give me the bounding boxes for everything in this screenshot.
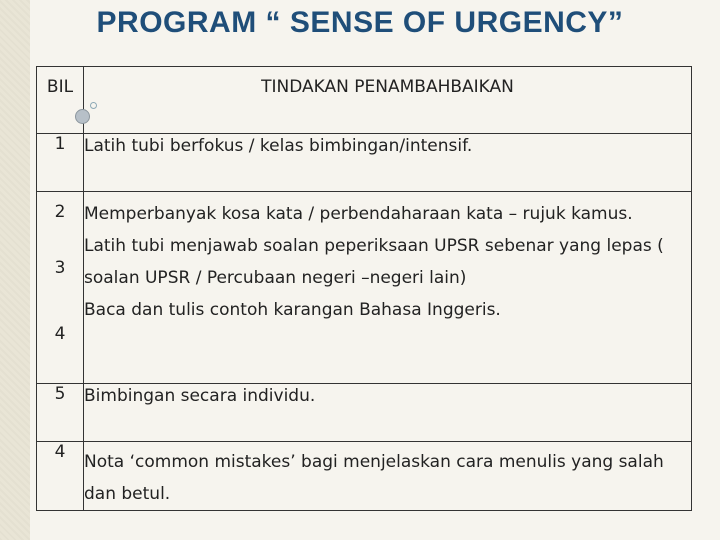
header-bil: BIL	[37, 67, 84, 134]
row-number: 4	[54, 324, 66, 344]
decorative-circle	[75, 109, 90, 124]
table-header-row	[37, 67, 692, 134]
row-text-group	[84, 192, 692, 384]
row-text: Bimbingan secara individu.	[84, 384, 692, 442]
row-text: Latih tubi berfokus / kelas bimbingan/intensif.	[84, 134, 692, 192]
row-number: 4	[37, 442, 84, 511]
row-text: Latih tubi menjawab soalan peperiksaan UPSR sebenar yang lepas ( soalan UPSR / Percubaan negeri –negeri lain)	[84, 236, 664, 288]
table-row	[37, 384, 692, 442]
row-text: Memperbanyak kosa kata / perbendaharaan kata – rujuk kamus.	[84, 204, 633, 224]
row-number: 1	[37, 134, 84, 192]
left-decorative-band	[0, 0, 30, 540]
row-text: Nota ‘common mistakes’ bagi menjelaskan cara menulis yang salah dan betul.	[84, 442, 692, 511]
table-row	[37, 134, 692, 192]
table-row	[37, 192, 692, 384]
header-tindakan: TINDAKAN PENAMBAHBAIKAN	[84, 67, 692, 134]
row-number: 5	[37, 384, 84, 442]
row-text: Baca dan tulis contoh karangan Bahasa Inggeris.	[84, 300, 501, 320]
spacer	[37, 280, 83, 322]
spacer	[37, 224, 83, 256]
row-numbers-group	[37, 192, 84, 384]
row-number: 3	[54, 258, 66, 278]
action-table	[36, 66, 692, 511]
table-row	[37, 442, 692, 511]
decorative-ring	[90, 102, 97, 109]
row-number: 2	[54, 202, 66, 222]
page-title: PROGRAM “ SENSE OF URGENCY”	[96, 6, 624, 39]
